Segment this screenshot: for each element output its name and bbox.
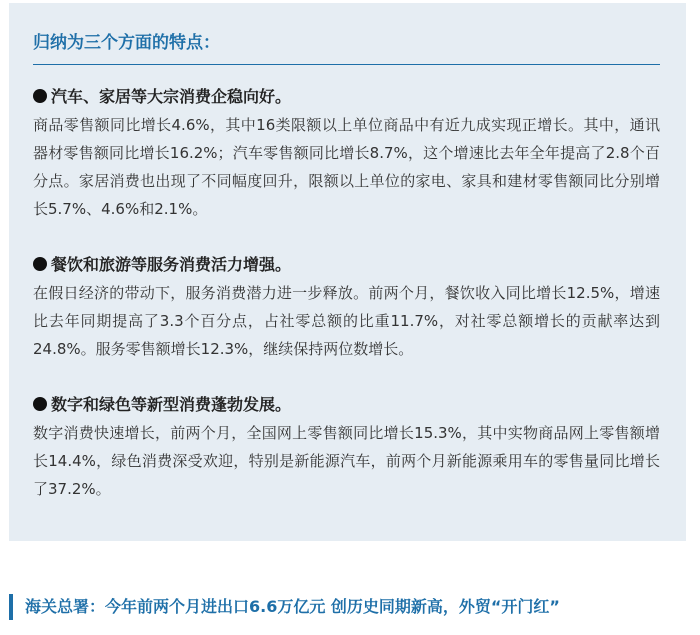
section-body: 商品零售额同比增长4.6%，其中16类限额以上单位商品中有近九成实现正增长。其中，通讯器材零售额同比增长16.2%；汽车零售额同比增长8.7%，这个增速比去年全年提高了2.8个百分点。家居消费也出现了不同幅度回升，限额以上单位的家电、家具和建材零售额同比分别增长5.7%、4.6%和2.1%。 bbox=[33, 116, 660, 218]
section-bulk-consumption bbox=[33, 83, 660, 223]
section-title bbox=[33, 251, 660, 279]
section-title bbox=[33, 83, 660, 111]
section-title-text: 汽车、家居等大宗消费企稳向好。 bbox=[51, 87, 292, 106]
section-body: 数字消费快速增长，前两个月，全国网上零售额同比增长15.3%，其中实物商品网上零售额增长14.4%，绿色消费深受欢迎，特别是新能源汽车，前两个月新能源乘用车的零售量同比增长了37.2%。 bbox=[33, 424, 660, 498]
news-heading: 海关总署：今年前两个月进出口6.6万亿元 创历史同期新高，外贸“开门红” bbox=[9, 594, 686, 620]
bullet-icon bbox=[33, 89, 47, 103]
section-body: 在假日经济的带动下，服务消费潜力进一步释放。前两个月，餐饮收入同比增长12.5%，增速比去年同期提高了3.3个百分点，占社零总额的比重11.7%，对社零总额增长的贡献率达到24.8%。服务零售额增长12.3%，继续保持两位数增长。 bbox=[33, 284, 660, 358]
summary-box bbox=[9, 3, 686, 541]
section-title-text: 数字和绿色等新型消费蓬勃发展。 bbox=[51, 395, 292, 414]
bullet-icon bbox=[33, 257, 47, 271]
section-digital-green-consumption bbox=[33, 391, 660, 503]
bullet-icon bbox=[33, 397, 47, 411]
section-service-consumption bbox=[33, 251, 660, 363]
summary-heading: 归纳为三个方面的特点： bbox=[33, 31, 660, 65]
section-title-text: 餐饮和旅游等服务消费活力增强。 bbox=[51, 255, 292, 274]
section-title bbox=[33, 391, 660, 419]
